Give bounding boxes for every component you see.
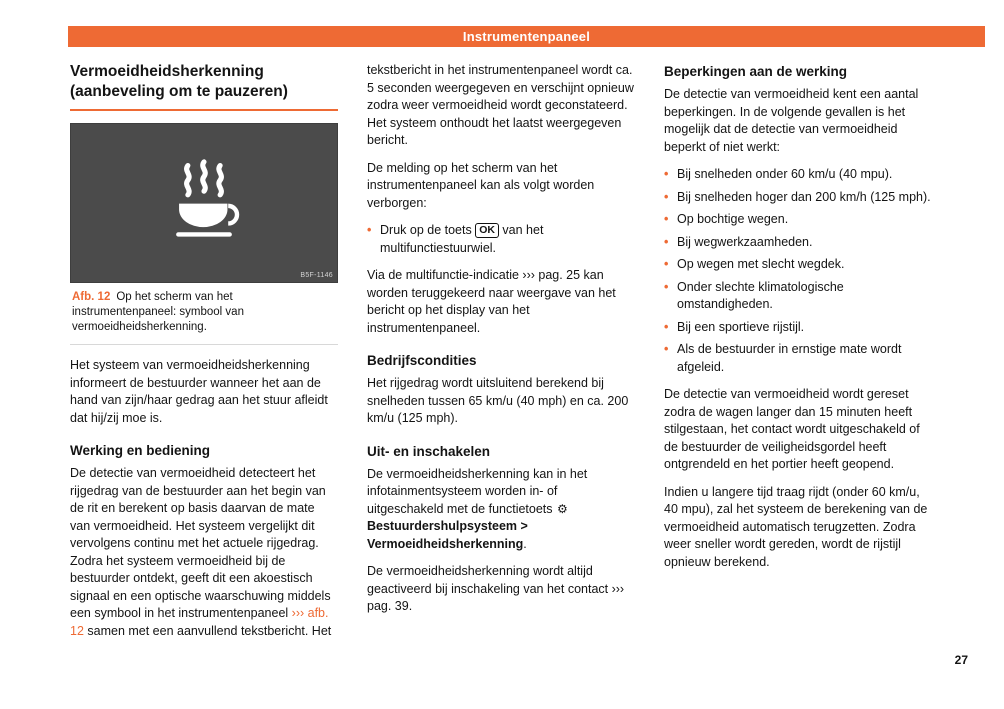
via-paragraph: Via de multifunctie-indicatie ››› pag. 25 kan worden teruggekeerd naar weergave van het bericht op het display van het instrumentenpaneel. — [367, 268, 616, 335]
section-heading-bedrijfscondities: Bedrijfscondities — [367, 353, 477, 368]
hide-message-paragraph: De melding op het scherm van het instrumentenpaneel kan als volgt worden verborgen: — [367, 160, 595, 210]
activation-paragraph: De vermoeidheidsherkenning wordt altijd geactiveerd bij inschakeling van het contact ››› pag. 39. — [367, 564, 625, 613]
section-heading-werking: Werking en bediening — [70, 443, 211, 459]
section-heading-uit-inschakelen: Uit- en inschakelen — [367, 443, 491, 459]
switch-paragraph — [367, 466, 635, 554]
figure-image-code: B5F-1146 — [300, 271, 333, 279]
intro-paragraph: Het systeem van vermoeidheidsherkenning informeert de bestuurder wanneer het aan de hand van zijn/haar gedrag aan het stuur afleidt dat hij/zij moe is. — [70, 358, 328, 425]
list-item: • Onder slechte klimatologische omstandigheden. — [664, 279, 932, 314]
list-item: • Bij snelheden onder 60 km/u (40 mpu). — [664, 166, 932, 184]
list-item: • Bij snelheden hoger dan 200 km/h (125 mph). — [664, 189, 932, 207]
list-item: • Op bochtige wegen. — [664, 211, 932, 229]
page-number: 27 — [954, 653, 968, 667]
column-1 — [70, 62, 338, 650]
operation-text-after: samen met een aanvullend tekstbericht. Het — [83, 623, 332, 638]
coffee-cup-icon — [160, 158, 248, 247]
continuation-paragraph: tekstbericht in het instrumentenpaneel wordt ca. 5 seconden weergegeven en verschijnt opnieuw zodra weer vermoeidheid wordt geconstateerd. Het systeem onthoudt het laatst weergegeven bericht. — [367, 63, 634, 147]
figure-caption — [70, 283, 338, 346]
reset-paragraph: De detectie van vermoeidheid wordt gereset zodra de wagen langer dan 15 minuten heeft stilgestaan, het contact wordt uitgeschakeld of de bestuurder de veiligheidsgordel heeft ontgrendeld en het portier heeft geopend. — [664, 387, 920, 471]
content-columns — [70, 62, 932, 650]
figure-image — [70, 123, 338, 283]
limitations-intro-paragraph: De detectie van vermoeidheid kent een aantal beperkingen. In de volgende gevallen is het mogelijk dat de detectie van vermoeidheid beperkt of niet werkt: — [664, 87, 919, 154]
list-item — [367, 222, 635, 257]
list-item: • Bij een sportieve rijstijl. — [664, 319, 932, 337]
operation-paragraph — [70, 465, 338, 640]
limitations-list — [664, 166, 932, 376]
ok-key-icon: OK — [475, 223, 499, 238]
step-text-after: van het multifunctiestuurwiel. — [380, 223, 544, 255]
chapter-title: Instrumentenpaneel — [462, 29, 591, 44]
section-heading-beperkingen: Beperkingen aan de werking — [664, 64, 848, 79]
step-text-before: Druk op de toets — [380, 223, 476, 237]
hide-message-steps — [367, 222, 635, 257]
figure-caption-label: Afb. 12 — [72, 290, 111, 303]
list-item: • Als de bestuurder in ernstige mate wordt afgeleid. — [664, 341, 932, 376]
switch-text-after: . — [523, 536, 527, 551]
menu-path: Bestuurdershulpsysteem > Vermoeidheidsherkenning — [367, 519, 528, 551]
column-3 — [664, 62, 932, 650]
cross-reference-afb-12: ››› afb. 12 — [70, 606, 329, 638]
operation-text-before: De detectie van vermoeidheid detecteert het rijgedrag van de bestuurder aan het begin van de rit en berekent op basis daarvan de mate van vermoeidheid. Het systeem vergelijkt dit vervolgens continu met het actuele rijgedrag. Zodra het systeem vermoeidheid bij de bestuurder ontdekt, geeft dit een akoestisch signaal en een optische waarschuwing middels een symbool in het instrumentenpaneel — [70, 466, 331, 621]
article-title: Vermoeidheidsherkenning (aanbeveling om te pauzeren) — [70, 62, 338, 111]
slow-driving-paragraph: Indien u langere tijd traag rijdt (onder 60 km/u, 40 mpu), zal het systeem de berekening van de vermoeidheid automatisch terugzetten. Zodra weer sneller wordt gereden, wordt de rijstijl opnieuw berekend. — [664, 484, 928, 569]
list-item: • Bij wegwerkzaamheden. — [664, 234, 932, 252]
settings-icon: ⚙ — [557, 501, 568, 516]
chapter-header-bar — [68, 26, 985, 47]
switch-text-before: De vermoeidheidsherkenning kan in het infotainmentsysteem worden in- of uitgeschakeld met de functietoets — [367, 466, 588, 516]
figure-afb-12 — [70, 123, 338, 346]
list-item: • Op wegen met slecht wegdek. — [664, 256, 932, 274]
conditions-paragraph: Het rijgedrag wordt uitsluitend berekend bij snelheden tussen 65 km/u (40 mph) en ca. 200 km/u (125 mph). — [367, 376, 629, 425]
figure-caption-text: Op het scherm van het instrumentenpaneel: symbool van vermoeidheidsherkenning. — [72, 290, 244, 333]
column-2 — [367, 62, 635, 650]
